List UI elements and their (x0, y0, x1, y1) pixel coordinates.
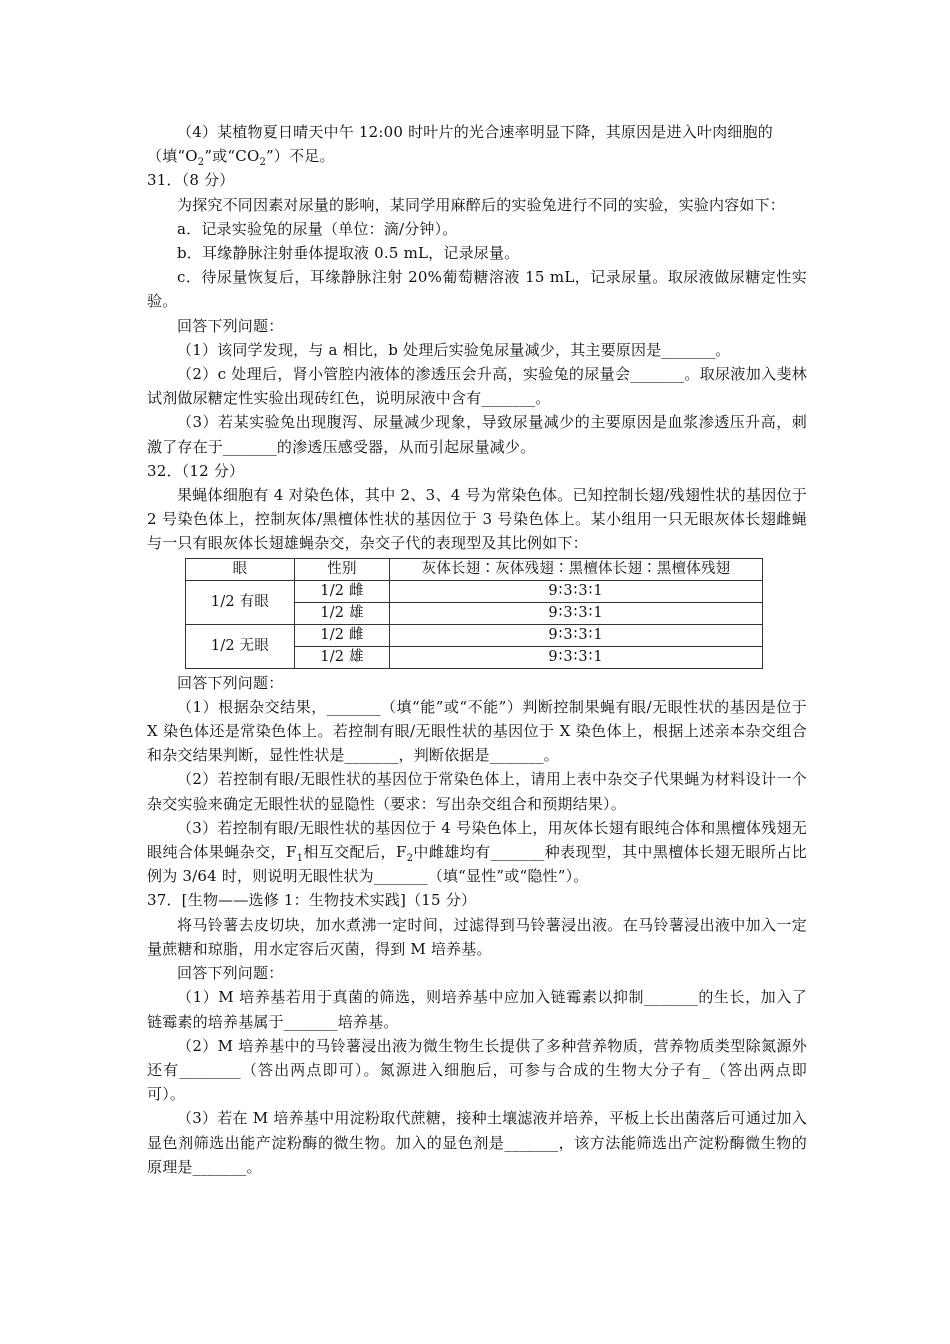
table-cell: 9∶3∶3∶1 (390, 602, 763, 624)
q32-question-1: （1）根据杂交结果，_______（填“能”或“不能”）判断控制果蝇有眼/无眼性状的基因是位于 X 染色体还是常染色体上。若控制有眼/无眼性状的基因位于 X 染色体上，根据上述亲本杂交组合和杂交结果判断，显性性状是_______，判断依据是_______。 (147, 697, 807, 765)
q37-question-3: （3）若在 M 培养基中用淀粉取代蔗糖，接种土壤滤液并培养，平板上长出菌落后可通过加入显色剂筛选出能产淀粉酶的微生物。加入的显色剂是_______，该方法能筛选出产淀粉酶微生物的原理是_______。 (147, 1109, 807, 1176)
q31-step-a: a．记录实验兔的尿量（单位：滴/分钟）。 (177, 219, 458, 238)
q30-part4: （4）某植物夏日晴天中午 12:00 时叶片的光合速率明显下降，其原因是进入叶肉细胞的 (177, 123, 773, 141)
q31-question-2: （2）c 处理后，肾小管腔内液体的渗透压会升高，实验兔的尿量会_______。取尿液加入斐林试剂做尿糖定性实验出现砖红色，说明尿液中含有_______。 (147, 365, 807, 408)
q37-answer-prompt: 回答下列问题： (177, 964, 284, 983)
table-header: 眼 (186, 558, 295, 580)
q32-heading: 32．（12 分） (147, 461, 245, 480)
q31-intro: 为探究不同因素对尿量的影响，某同学用麻醉后的实验兔进行不同的实验，实验内容如下： (177, 195, 786, 214)
q37-question-2: （2）M 培养基中的马铃薯浸出液为微生物生长提供了多种营养物质，营养物质类型除氮源外还有________（答出两点即可）。氮源进入细胞后，可参与合成的生物大分子有_（答出两点即可）。 (147, 1036, 807, 1104)
q32-answer-prompt: 回答下列问题： (177, 673, 284, 692)
q37-question-1: （1）M 培养基若用于真菌的筛选，则培养基中应加入链霉素以抑制_______的生长，加入了链霉素的培养基属于_______培养基。 (147, 988, 807, 1031)
offspring-table (185, 558, 763, 669)
table-cell: 1/2 雄 (295, 602, 390, 624)
q37-intro: 将马铃薯去皮切块，加水煮沸一定时间，过滤得到马铃薯浸出液。在马铃薯浸出液中加入一定量蔗糖和琼脂，用水定容后灭菌，得到 M 培养基。 (147, 915, 807, 958)
table-row (186, 580, 763, 602)
q31-question-3: （3）若某实验兔出现腹泻、尿量减少现象，导致尿量减少的主要原因是血浆渗透压升高，刺激了存在于_______的渗透压感受器，从而引起尿量减少。 (147, 413, 807, 456)
exam-page (147, 120, 807, 1179)
table-header-row (186, 558, 763, 580)
q32-question-3: （3）若控制有眼/无眼性状的基因位于 4 号染色体上，用灰体长翅有眼纯合体和黑檀体残翅无眼纯合体果蝇杂交，$F_1$相互交配后，$F_2$中雌雄均有_______种表现型，其中黑檀体长翅无眼所占比例为 3/64 时，则说明无眼性状为_______（填“显性”或“隐性”）。 (147, 818, 807, 886)
q31-step-c: c．待尿量恢复后，耳缘静脉注射 20%葡萄糖溶液 15 mL，记录尿量。取尿液做尿糖定性实验。 (147, 268, 807, 311)
table-cell: 1/2 有眼 (186, 580, 295, 624)
table-cell: 9∶3∶3∶1 (390, 580, 763, 602)
q31-question-1: （1）该同学发现，与 a 相比，b 处理后实验兔尿量减少，其主要原因是_______。 (177, 340, 731, 359)
table-cell: 9∶3∶3∶1 (390, 646, 763, 668)
table-cell: 9∶3∶3∶1 (390, 624, 763, 646)
q32-intro: 果蝇体细胞有 4 对染色体，其中 2、3、4 号为常染色体。已知控制长翅/残翅性状的基因位于 2 号染色体上，控制灰体/黑檀体性状的基因位于 3 号染色体上。某小组用一只无眼灰体长翅雌蝇与一只有眼灰体长翅雄蝇杂交，杂交子代的表现型及其比例如下： (147, 486, 807, 553)
q31-answer-prompt: 回答下列问题： (177, 316, 284, 335)
table-header: 性别 (295, 558, 390, 580)
table-header: 灰体长翅∶灰体残翅∶黑檀体长翅∶黑檀体残翅 (390, 558, 763, 580)
table-cell: 1/2 雌 (295, 580, 390, 602)
q32-question-2: （2）若控制有眼/无眼性状的基因位于常染色体上，请用上表中杂交子代果蝇为材料设计一个杂交实验来确定无眼性状的显隐性（要求：写出杂交组合和预期结果）。 (147, 770, 807, 813)
table-cell: 1/2 雌 (295, 624, 390, 646)
q31-step-b: b．耳缘静脉注射垂体提取液 0.5 mL，记录尿量。 (177, 244, 520, 263)
q30-part4-cont: （填“$O_2$”或“$CO_2$”）不足。 (147, 147, 335, 169)
q37-heading: 37．[生物——选修 1：生物技术实践]（15 分） (147, 891, 477, 910)
table-row (186, 624, 763, 646)
q31-heading: 31．（8 分） (147, 171, 235, 190)
table-cell: 1/2 雄 (295, 646, 390, 668)
table-cell: 1/2 无眼 (186, 624, 295, 668)
